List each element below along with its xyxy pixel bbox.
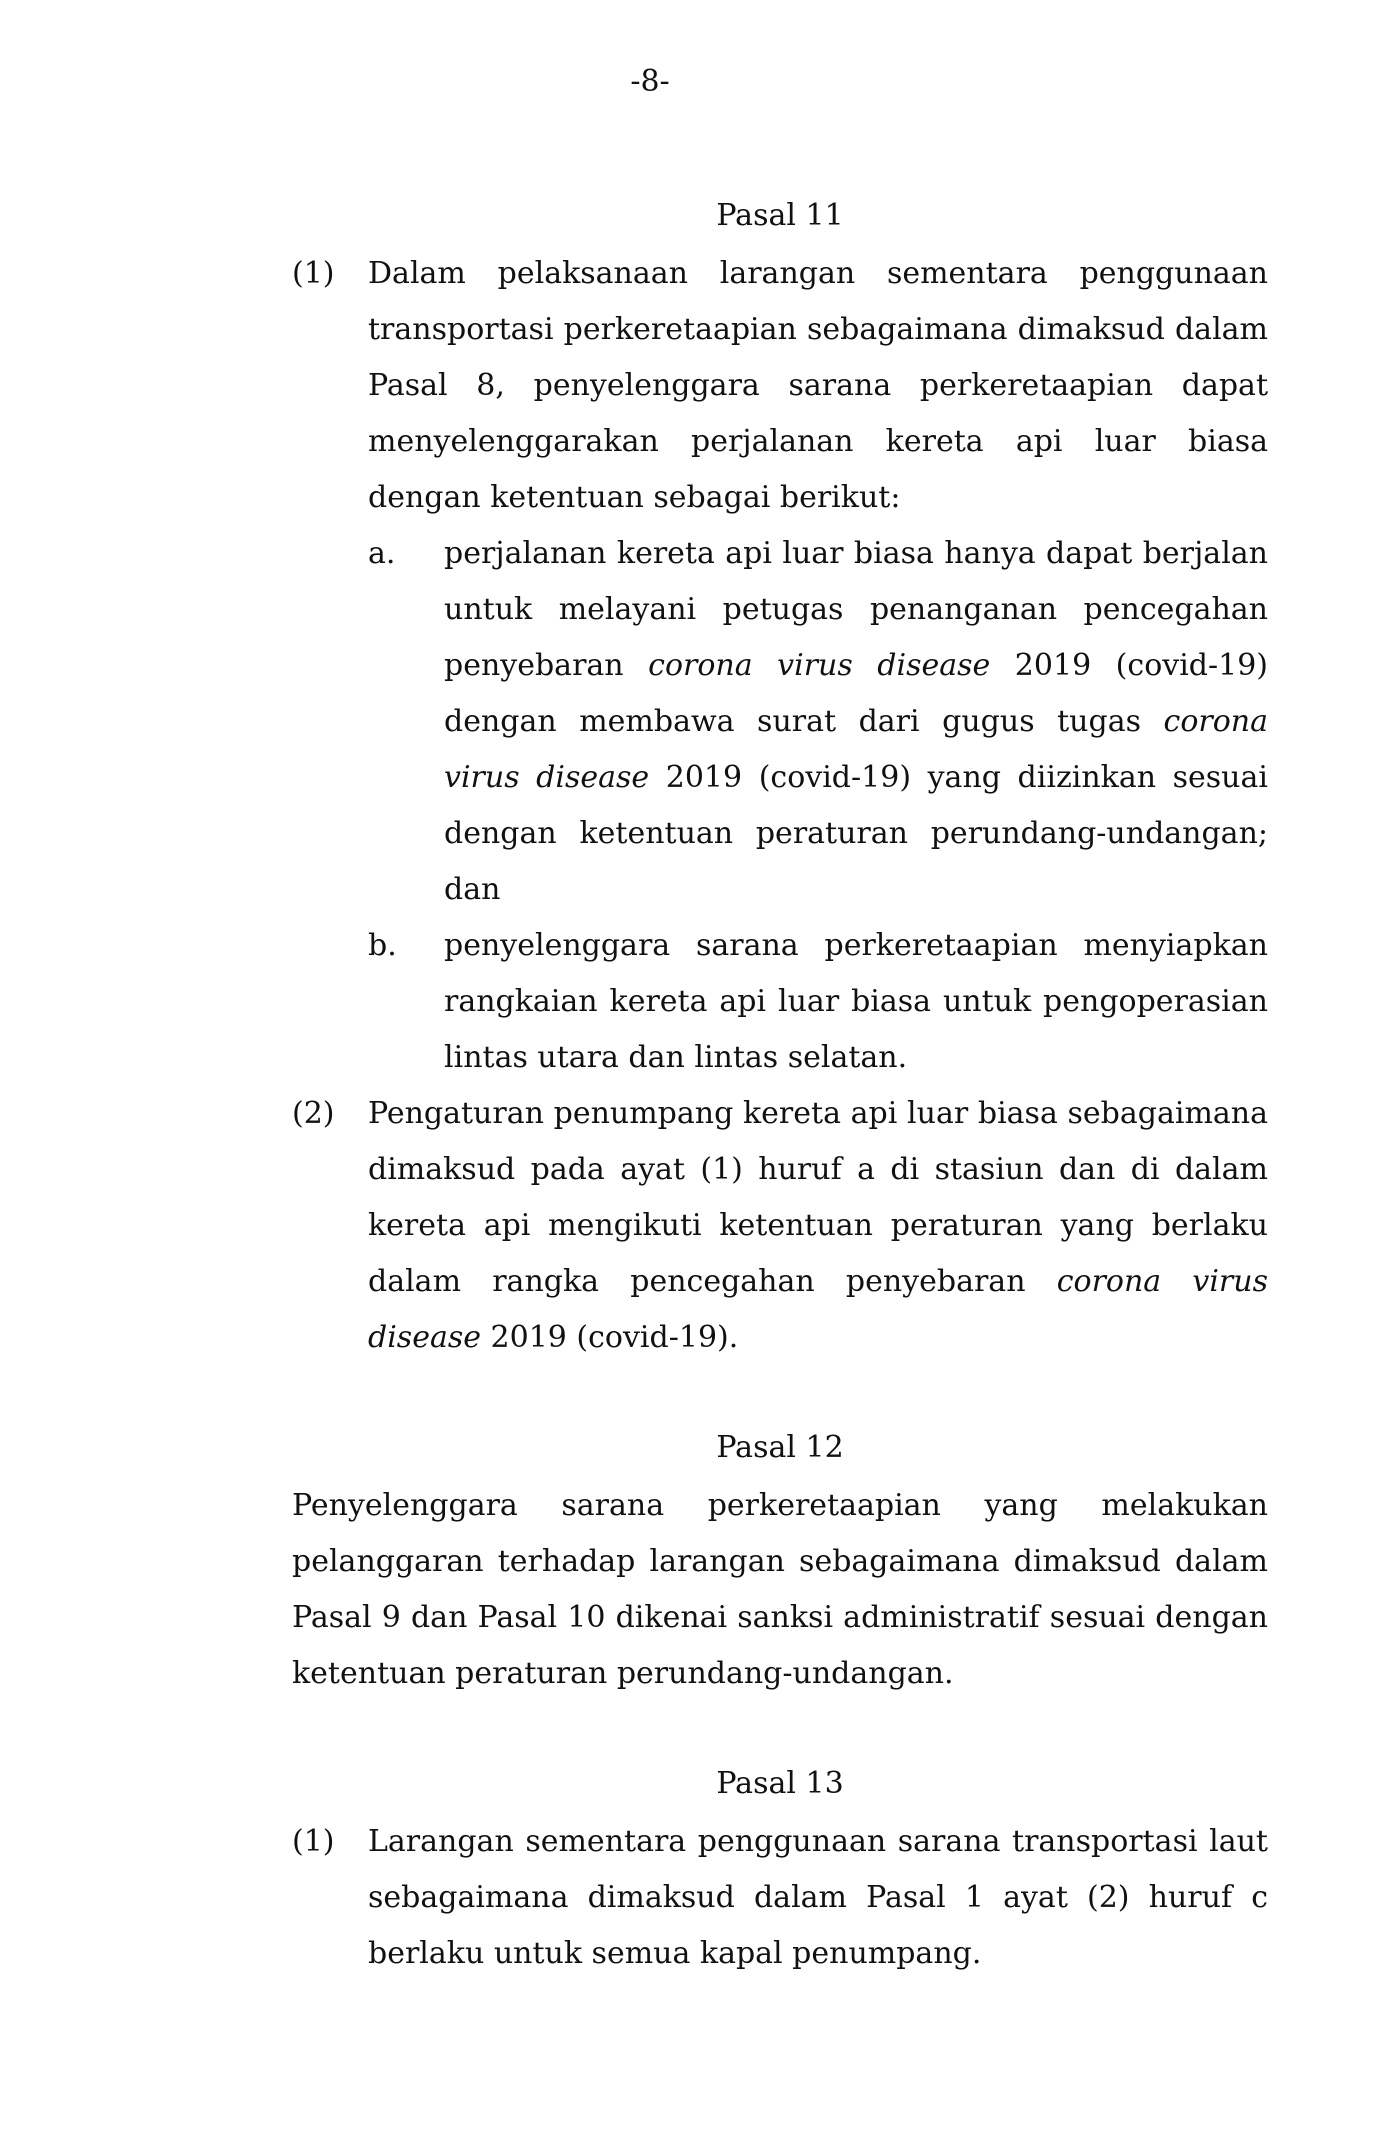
- ayat-2-italic: corona virus disease: [368, 1264, 1268, 1355]
- pasal-11-title: Pasal 11: [716, 198, 844, 233]
- item-a-part3: 2019 (covid-19) yang diizinkan sesuai dengan ketentuan peraturan perundang-undangan; dan: [444, 760, 1268, 907]
- pasal-11-item-b-text: penyelenggara sarana perkeretaapian menyiapkan rangkaian kereta api luar biasa untuk pengoperasian lintas utara dan lintas selatan.: [444, 928, 1268, 1075]
- ayat-2-part1: Pengaturan penumpang kereta api luar biasa sebagaimana dimaksud pada ayat (1) huruf a di stasiun dan di dalam kereta api mengikuti ketentuan peraturan yang berlaku dalam rangka pencegahan penyebaran: [368, 1096, 1268, 1299]
- ayat-2-part2: 2019 (covid-19).: [480, 1320, 739, 1355]
- pasal-12-text: Penyelenggara sarana perkeretaapian yang melakukan pelanggaran terhadap larangan sebagaimana dimaksud dalam Pasal 9 dan Pasal 10 dikenai sanksi administratif sesuai dengan ketentuan peraturan perundang-undangan.: [292, 1488, 1268, 1691]
- pasal-11-ayat-1-text: Dalam pelaksanaan larangan sementara penggunaan transportasi perkeretaapian sebagaimana dimaksud dalam Pasal 8, penyelenggara sarana perkeretaapian dapat menyelenggarakan perjalanan kereta api luar biasa dengan ketentuan sebagai berikut:: [368, 256, 1268, 515]
- pasal-12-title: Pasal 12: [716, 1430, 844, 1465]
- pasal-11-item-a-text: [444, 526, 1268, 918]
- pasal-13-ayat-1-marker: (1): [292, 1824, 335, 1859]
- item-a-part2: 2019 (covid-19) dengan membawa surat dari gugus tugas: [444, 648, 1269, 739]
- item-a-part1: perjalanan kereta api luar biasa hanya dapat berjalan untuk melayani petugas penanganan pencegahan penyebaran: [444, 536, 1268, 683]
- pasal-13-ayat-1-text: Larangan sementara penggunaan sarana transportasi laut sebagaimana dimaksud dalam Pasal 1 ayat (2) huruf c berlaku untuk semua kapal penumpang.: [368, 1824, 1268, 1971]
- page-number: -8-: [630, 64, 670, 99]
- item-a-italic1: corona virus disease: [648, 648, 991, 683]
- pasal-11-item-b-marker: b.: [368, 928, 397, 963]
- pasal-11-ayat-2-marker: (2): [292, 1096, 335, 1131]
- pasal-13-title: Pasal 13: [716, 1766, 844, 1801]
- pasal-11-item-a-marker: a.: [368, 536, 396, 571]
- pasal-11-ayat-2-text: [368, 1086, 1268, 1366]
- item-a-italic2: corona virus disease: [444, 704, 1268, 795]
- pasal-11-ayat-1-marker: (1): [292, 256, 335, 291]
